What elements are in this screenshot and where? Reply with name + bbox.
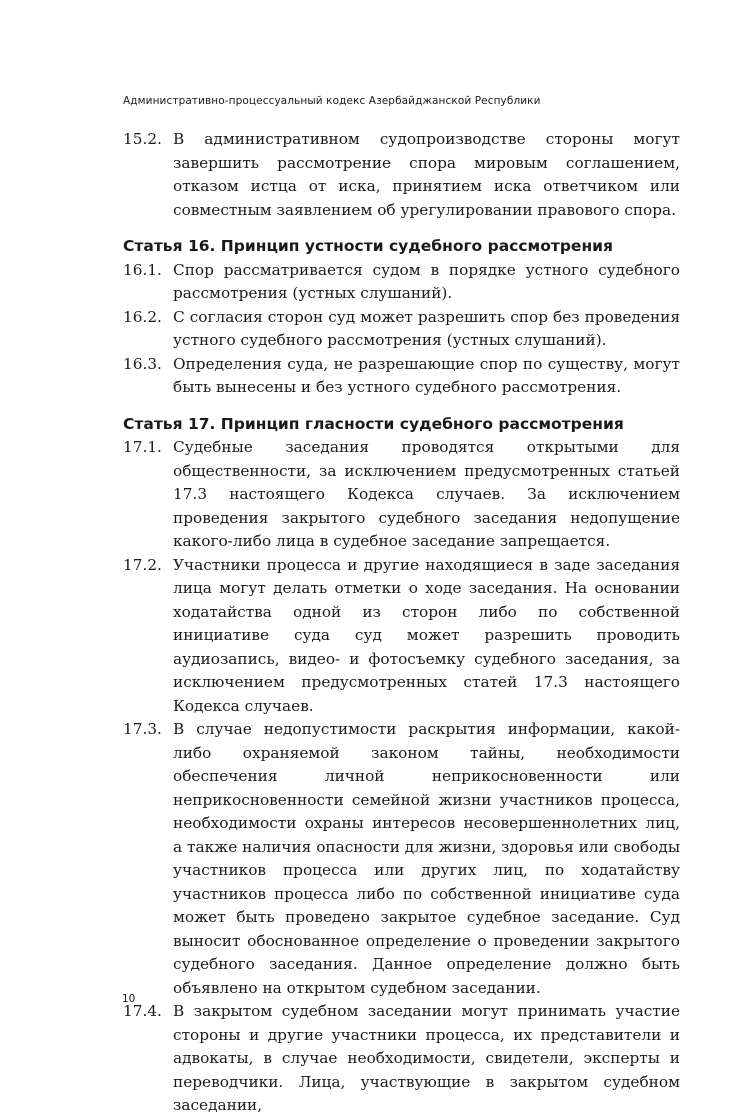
clause-text: В административном судопроизводстве стороны могут завершить рассмотрение спора мировым соглашением, отказом истца от иска, принятием иска ответчиком или совместным заявлением об урегулировании правового спора. (173, 130, 680, 219)
clause-number: 16.3. (123, 354, 162, 373)
clause-number: 15.2. (123, 130, 162, 148)
clause-17-1 (123, 436, 680, 554)
clause-number: 17.2. (123, 555, 162, 574)
clause-number: 17.1. (123, 438, 162, 456)
running-header: Административно-процессуальный кодекс Азербайджанской Республики (123, 95, 541, 107)
clause-16-2 (123, 306, 680, 353)
clause-text: В закрытом судебном заседании могут принимать участие стороны и другие участники процесса, их представители и адвокаты, в случае необходимости, свидетели, эксперты и переводчики. Лица, участвующие в закрытом судебном заседании, (173, 1002, 680, 1114)
clause-15-2 (123, 128, 680, 222)
clause-17-3 (123, 718, 680, 1000)
clause-17-4 (123, 1000, 680, 1118)
article-16-heading: Статья 16. Принцип устности судебного рассмотрения (123, 237, 613, 255)
document-body (123, 128, 680, 1118)
clause-number: 17.3. (123, 720, 162, 738)
clause-text: С согласия сторон суд может разрешить спор без проведения устного судебного рассмотрения (устных слушаний). (173, 307, 680, 349)
clause-text: Определения суда, не разрешающие спор по существу, могут быть вынесены и без устного судебного рассмотрения. (173, 354, 680, 396)
clause-number: 17.4. (123, 1002, 162, 1020)
clause-text: Спор рассматривается судом в порядке устного судебного рассмотрения (устных слушаний). (173, 260, 680, 302)
clause-number: 16.1. (123, 260, 162, 279)
clause-text: Участники процесса и другие находящиеся в заде заседания лица могут делать отметки о ходе заседания. На основании ходатайства одной из сторон либо по собственной инициативе суда суд может разрешить проводить аудиозапись, видео- и фотосъемку судебного заседания, за исключением предусмотренных статей 17.3 настоящего Кодекса случаев. (173, 555, 680, 715)
clause-17-2 (123, 554, 680, 719)
clause-16-3 (123, 353, 680, 400)
clause-number: 16.2. (123, 307, 162, 326)
page-number: 10 (122, 993, 136, 1005)
clause-text: Судебные заседания проводятся открытыми для общественности, за исключением предусмотренных статьей 17.3 настоящего Кодекса случаев. За исключением проведения закрытого судебного заседания недопущение какого-либо лица в судебное заседание запрещается. (173, 438, 680, 550)
article-17-heading: Статья 17. Принцип гласности судебного рассмотрения (123, 414, 624, 433)
clause-text: В случае недопустимости раскрытия информации, какой-либо охраняемой законом тайны, необходимости обеспечения личной неприкосновенности или неприкосновенности семейной жизни участников процесса, необходимости охраны интересов несовершеннолетних лиц, а также наличия опасности для жизни, здоровья или свободы участников процесса или других лиц, по ходатайству участников процесса либо по собственной инициативе суда может быть проведено закрытое судебное заседание. Суд выносит обоснованное определение о проведении закрытого судебного заседания. Данное определение должно быть объявлено на открытом судебном заседании. (173, 720, 680, 997)
clause-16-1 (123, 259, 680, 306)
